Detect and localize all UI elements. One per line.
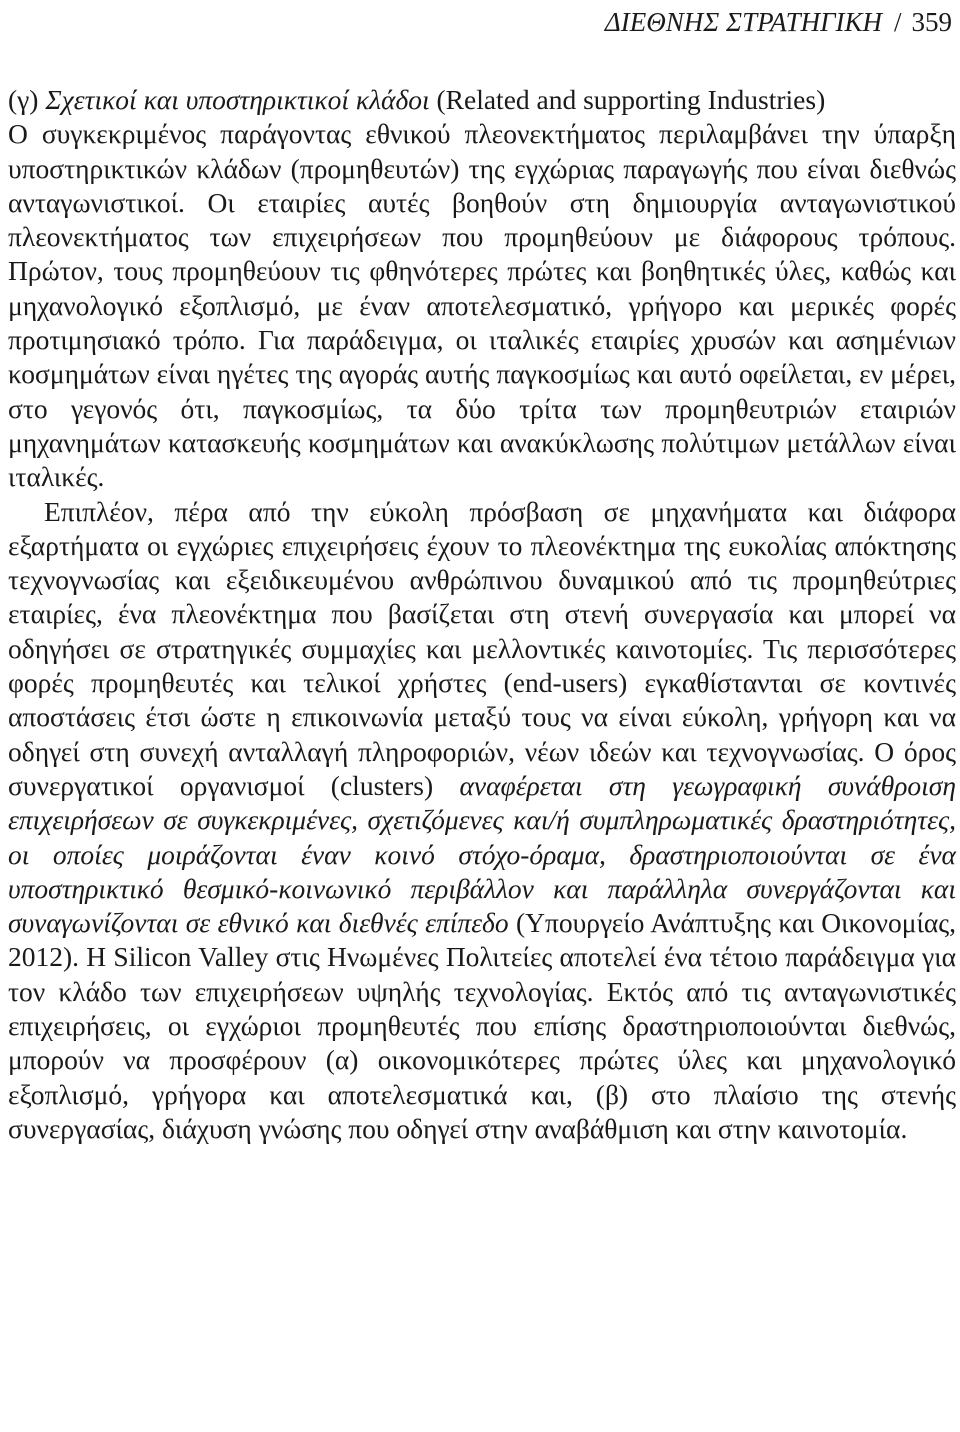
page-number: 359 [911, 7, 952, 37]
running-header [605, 4, 952, 40]
body-text [8, 83, 956, 1146]
section-title-english: (Related and supporting Industries) [436, 84, 826, 115]
running-title: ΔΙΕΘΝΗΣ ΣΤΡΑΤΗΓΙΚΗ [604, 7, 882, 37]
paragraph-2 [8, 495, 956, 1147]
header-separator: / [893, 7, 902, 37]
section-heading [8, 83, 956, 117]
paragraph-2-part-1: Επιπλέον, πέρα από την εύκολη πρόσβαση σε μηχανήματα και διάφορα εξαρτήματα οι εγχώριες επιχειρήσεις έχουν το πλεονέκτημα της ευκολίας απόκτησης τεχνογνωσίας και εξειδικευμένου ανθρώπινου δυναμικού από τις προμηθεύτριες εταιρίες, ένα πλεονέκτημα που βασίζεται στη στενή συνεργασία και μπορεί να οδηγήσει σε στρατηγικές συμμαχίες και μελλοντικές καινοτομίες. Τις περισσότερες φορές προμηθευτές και τελικοί χρήστες (end-users) εγκαθίστανται σε κοντινές αποστάσεις έτσι ώστε η επικοινωνία μεταξύ τους να είναι εύκολη, γρήγορη και να οδηγεί στη συνεχή ανταλλαγή πληροφοριών, νέων ιδεών και τεχνογνωσίας. Ο όρος συνεργατικοί οργανισμοί (clusters) [8, 495, 956, 801]
paragraph-1: Ο συγκεκριμένος παράγοντας εθνικού πλεονεκτήματος περιλαμβάνει την ύπαρξη υποστηρικτικών κλάδων (προμηθευτών) της εγχώριας παραγωγής που είναι διεθνώς ανταγωνιστικοί. Οι εταιρίες αυτές βοηθούν στη δημιουργία ανταγωνιστικού πλεονεκτήματος των επιχειρήσεων που προμηθεύουν με διάφορους τρόπους. Πρώτον, τους προμηθεύουν τις φθηνότερες πρώτες και βοηθητικές ύλες, καθώς και μηχανολογικό εξοπλισμό, με έναν αποτελεσματικό, γρήγορο και μερικές φορές προτιμησιακό τρόπο. Για παράδειγμα, οι ιταλικές εταιρίες χρυσών και ασημένιων κοσμημάτων είναι ηγέτες της αγοράς αυτής παγκοσμίως και αυτό οφείλεται, εν μέρει, στο γεγονός ότι, παγκοσμίως, τα δύο τρίτα των προμηθευτριών εταιριών μηχανημάτων κατασκευής κοσμημάτων και ανακύκλωσης πολύτιμων μετάλλων είναι ιταλικές. [8, 118, 956, 493]
section-title: Σχετικοί και υποστηρικτικοί κλάδοι [45, 84, 430, 115]
paragraph-2-part-2: (Υπουργείο Ανάπτυξης και Οικονομίας, 2012). Η Silicon Valley στις Ηνωμένες Πολιτείες αποτελεί ένα τέτοιο παράδειγμα για τον κλάδο των επιχειρήσεων υψηλής τεχνολογίας. Εκτός από τις ανταγωνιστικές επιχειρήσεις, οι εγχώριοι προμηθευτές που επίσης δραστηριοποιούνται διεθνώς, μπορούν να προσφέρουν (α) οικονομικότερες πρώτες ύλες και μηχανολογικό εξοπλισμό, γρήγορα και αποτελεσματικά και, (β) στο πλαίσιο της στενής συνεργασίας, διάχυση γνώσης που οδηγεί στην αναβάθμιση και στην καινοτομία. [8, 907, 957, 1144]
section-label: (γ) [8, 84, 39, 115]
clusters-definition: αναφέρεται στη γεωγραφική συνάθροιση επιχειρήσεων σε συγκεκριμένες, σχετιζόμενες και/ή συμπληρωματικές δραστηριότητες, οι οποίες μοιράζονται έναν κοινό στόχο-όραμα, δραστηριοποιούνται σε ένα υποστηρικτικό θεσμικό-κοινωνικό περιβάλλον και παράλληλα συνεργάζονται και συναγωνίζονται σε εθνικό και διεθνές επίπεδο [8, 769, 957, 939]
